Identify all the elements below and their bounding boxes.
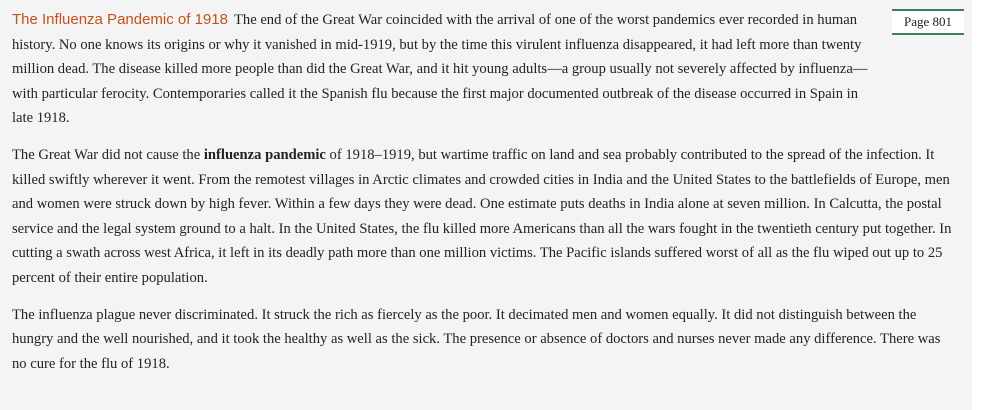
page-number-badge: Page 801 [892, 9, 964, 35]
paragraph-2-text-before: The Great War did not cause the [12, 146, 204, 163]
paragraph-2-text-after: of 1918–1919, but wartime traffic on land and sea probably contributed to the spread of the infection. It killed swiftly wherever it went. From the remotest villages in Arctic climates and crowded cities in India and the United States to the battlefields of Europe, men and women were struck down by high fever. Within a few days they were dead. One estimate puts deaths in India alone at seven million. In Calcutta, the postal service and the legal system ground to a halt. In the United States, the flu killed more Americans than all the wars fought in the twentieth century put together. In cutting a swath across west Africa, it left in its deadly path more than one million victims. The Pacific islands suffered worst of all as the flu wiped out up to 25 percent of their entire population. [12, 146, 952, 286]
section-heading: The Influenza Pandemic of 1918 [12, 11, 228, 28]
paragraph-1-text: The end of the Great War coincided with the arrival of one of the worst pandemics ever recorded in human history. No one knows its origins or why it vanished in mid-1919, but by the time this virulent influenza disappeared, it had left more than twenty million dead. The disease killed more people than did the Great War, and it hit young adults—a group usually not severely affected by influenza—with particular ferocity. Contemporaries called it the Spanish flu because the first major documented outbreak of the disease occurred in Spain in late 1918. [12, 12, 868, 127]
key-term-influenza-pandemic[interactable]: influenza pandemic [203, 146, 326, 163]
paragraph-2 [12, 143, 958, 291]
paragraph-1 [12, 8, 958, 131]
paragraph-3: The influenza plague never discriminated. It struck the rich as fiercely as the poor. It decimated men and women equally. It did not distinguish between the hungry and the well nourished, and it took the healthy as well as the sick. The presence or absence of doctors and nurses never made any difference. There was no cure for the flu of 1918. [12, 306, 941, 372]
